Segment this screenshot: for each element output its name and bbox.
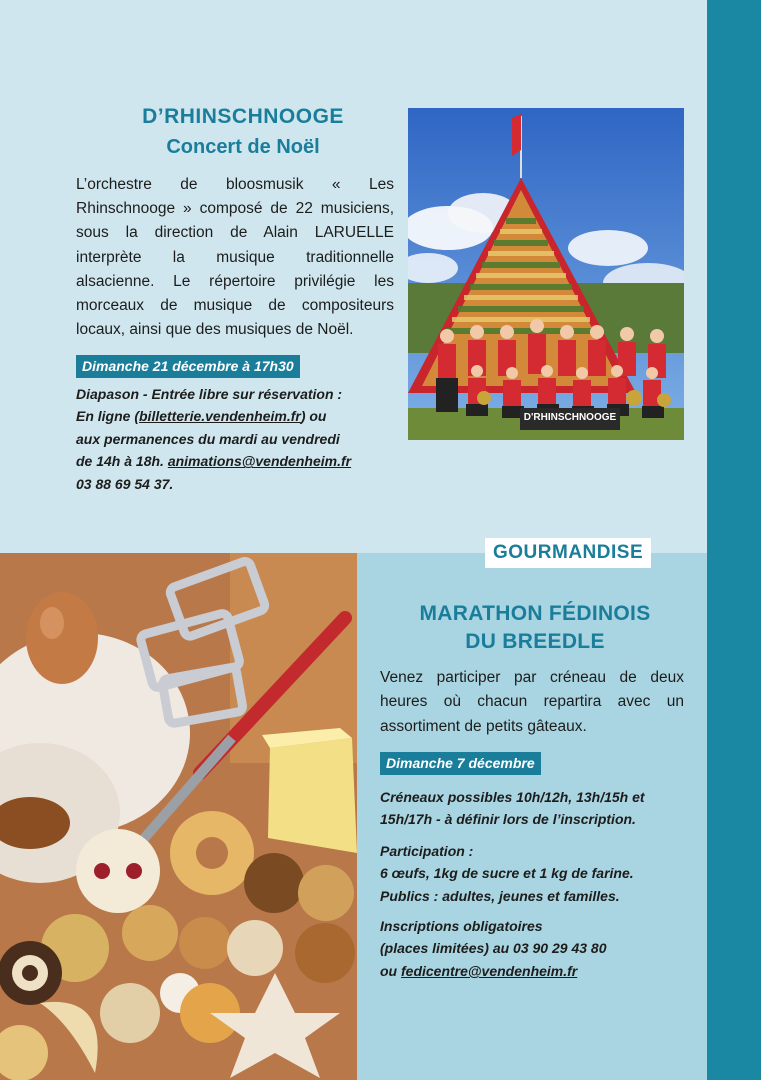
gourmandise-tag: GOURMANDISE bbox=[485, 538, 651, 568]
marathon-participation bbox=[380, 840, 690, 907]
marathon-slots bbox=[380, 786, 690, 831]
concert-date-badge: Dimanche 21 décembre à 17h30 bbox=[76, 355, 300, 378]
concert-info bbox=[76, 383, 406, 495]
concert-info-line bbox=[76, 405, 406, 427]
billetterie-link[interactable]: billetterie.vendenheim.fr bbox=[139, 408, 301, 425]
concert-info-text: En ligne ( bbox=[76, 408, 139, 425]
band-photo bbox=[408, 108, 684, 440]
cookies-photo bbox=[0, 553, 357, 1080]
concert-description: L’orchestre de bloosmusik « Les Rhinschnooge » composé de 22 musiciens, sous la direction de Alain LARUELLE interprète la musique traditionnelle alsacienne. Le répertoire privilégie les morceaux de musique de compositeurs locaux, ainsi que des musiques de Noël. bbox=[76, 176, 394, 339]
marathon-description: Venez participer par créneau de deux heures où chacun repartira avec un assortiment de petits gâteaux. bbox=[380, 669, 684, 735]
concert-info-text: de 14h à 18h. bbox=[76, 453, 168, 470]
concert-info-line: aux permanences du mardi au vendredi bbox=[76, 430, 340, 447]
animations-email-link[interactable]: animations@vendenheim.fr bbox=[167, 453, 352, 470]
inscriptions-prefix: ou bbox=[380, 962, 401, 979]
fedicentre-email-link[interactable]: fedicentre@vendenheim.fr bbox=[401, 962, 578, 979]
marathon-title-line: MARATHON FÉDINOIS bbox=[419, 602, 651, 625]
concert-info-line: Diapason - Entrée libre sur réservation : bbox=[76, 386, 343, 402]
slots-line: Créneaux possibles 10h/12h, 13h/15h et bbox=[380, 789, 645, 805]
band-banner-label: D'RHINSCHNOOGE bbox=[523, 412, 617, 423]
concert-info-line bbox=[76, 450, 406, 472]
marathon-inscriptions bbox=[380, 915, 690, 982]
slots-line: 15h/17h - à définir lors de l’inscription. bbox=[380, 811, 636, 828]
marathon-title-line: DU BREEDLE bbox=[465, 630, 605, 653]
concert-subtitle: Concert de Noël bbox=[166, 136, 320, 158]
inscriptions-line: Inscriptions obligatoires bbox=[380, 918, 543, 934]
marathon-title bbox=[380, 600, 690, 656]
concert-phone: 03 88 69 54 37. bbox=[76, 475, 174, 492]
inscriptions-line: (places limitées) au 03 90 29 43 80 bbox=[380, 940, 607, 957]
concert-title: D’RHINSCHNOOGE bbox=[142, 105, 344, 128]
marathon-date-badge: Dimanche 7 décembre bbox=[380, 752, 541, 775]
participation-detail: 6 œufs, 1kg de sucre et 1 kg de farine. bbox=[380, 865, 634, 882]
participation-label: Participation : bbox=[380, 843, 474, 859]
publics-text: Publics : adultes, jeunes et familles. bbox=[380, 887, 620, 904]
concert-info-text: ) ou bbox=[300, 408, 327, 425]
side-color-bar bbox=[707, 0, 761, 1080]
inscriptions-line bbox=[380, 960, 690, 982]
